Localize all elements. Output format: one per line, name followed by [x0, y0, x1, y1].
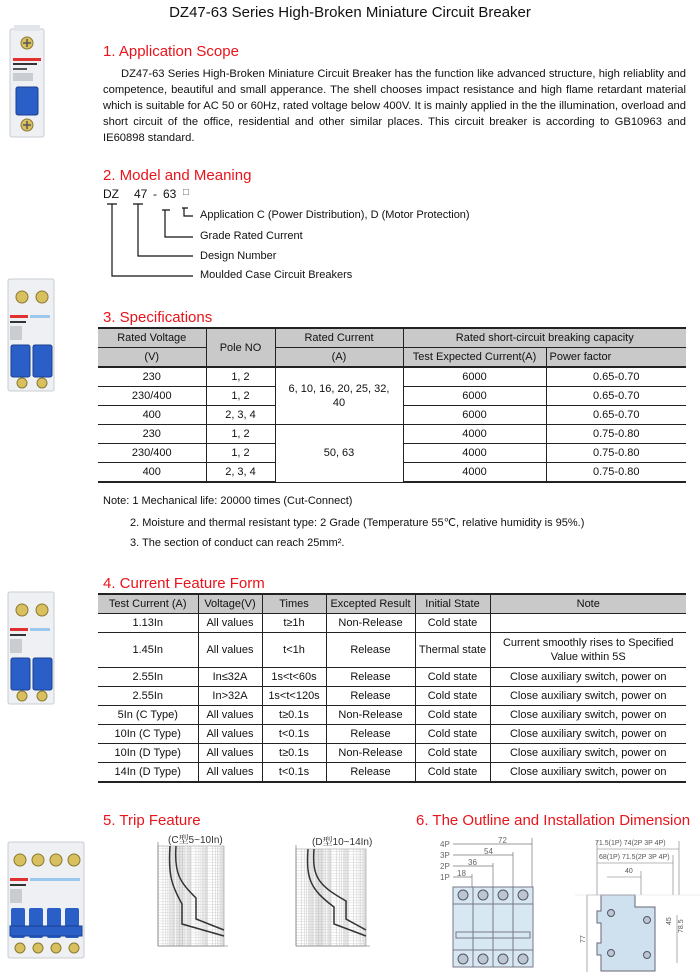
cell-power-factor: 0.65-0.70 [546, 406, 686, 425]
cell-power-factor: 0.75-0.80 [546, 444, 686, 463]
cell-test-current: 14In (D Type) [98, 763, 198, 783]
dim-78-5: 78.5 [678, 919, 685, 933]
cell-note: Close auxiliary switch, power on [490, 687, 686, 706]
cell-times: t<0.1s [262, 763, 326, 783]
dim-width-72: 72 [498, 836, 507, 845]
note-1: Note: 1 Mechanical life: 20000 times (Cut-Connect) [103, 495, 353, 507]
pole-label-4p: 4P [440, 840, 450, 849]
cell-times: t<1h [262, 633, 326, 668]
cell-test-current: 5In (C Type) [98, 706, 198, 725]
outline-side-view [575, 835, 700, 972]
cell-test-current: 2.55In [98, 668, 198, 687]
cell-expected-result: Non-Release [326, 614, 415, 633]
header-note: Note [490, 594, 686, 614]
model-diagram-lines [100, 200, 205, 282]
model-label-design-number: Design Number [200, 250, 277, 262]
cell-note: Close auxiliary switch, power on [490, 744, 686, 763]
table-row [98, 614, 686, 633]
table-row [98, 744, 686, 763]
cell-poles: 2, 3, 4 [206, 463, 275, 483]
model-code-part-47: 47 [134, 187, 148, 201]
cell-note [490, 614, 686, 633]
application-scope-paragraph [103, 66, 686, 146]
model-label-application: Application C (Power Distribution), D (Motor Protection) [200, 209, 470, 221]
header-power-factor: Power factor [546, 348, 686, 368]
note-3: 3. The section of conduct can reach 25mm². [130, 537, 345, 549]
cell-expected-result: Release [326, 763, 415, 783]
breaker-2p-image [6, 275, 58, 395]
cell-test-current: 10In (C Type) [98, 725, 198, 744]
application-scope-text: DZ47-63 Series High-Broken Miniature Circuit Breaker has the function like advanced structure, high reliablity and competence, beautiful and small apperance. The shell chooses impact resistance and high flame retardant material which is suitable for AC 50 or 60Hz, rated voltage below 400V. It is mainly applied in the the illumination, overload and short circuit of the office, residential and other similar places. This circuit breaker is according to GB10963 and IE60898 standard. [103, 68, 686, 144]
trip-chart-c-title: (C型5~10In) [168, 835, 223, 846]
header-rated-current: Rated Current [275, 328, 403, 348]
cell-voltage: All values [198, 763, 262, 783]
breaker-1p-image [8, 25, 48, 140]
cell-times: t<0.1s [262, 725, 326, 744]
pole-label-3p: 3P [440, 851, 450, 860]
cell-expected-result: Release [326, 668, 415, 687]
header-times: Times [262, 594, 326, 614]
cell-power-factor: 0.75-0.80 [546, 463, 686, 483]
cell-times: t≥1h [262, 614, 326, 633]
cell-initial-state: Thermal state [415, 633, 490, 668]
cell-initial-state: Cold state [415, 687, 490, 706]
cell-voltage: All values [198, 633, 262, 668]
cell-initial-state: Cold state [415, 744, 490, 763]
cell-test-current: 1.45In [98, 633, 198, 668]
model-code-part-dz: DZ [103, 187, 119, 201]
dim-depth-top-2: 68(1P) 71.5(2P 3P 4P) [599, 854, 670, 861]
model-code-dash: - [153, 187, 157, 201]
header-rated-current-unit: (A) [275, 348, 403, 368]
table-row [98, 633, 686, 668]
model-label-grade-current: Grade Rated Current [200, 230, 303, 242]
cell-test-current: 1.13In [98, 614, 198, 633]
cell-poles: 1, 2 [206, 367, 275, 387]
cell-voltage: All values [198, 725, 262, 744]
cell-initial-state: Cold state [415, 763, 490, 783]
table-row [98, 425, 686, 444]
trip-chart-d-title: (D型10~14In) [312, 837, 373, 848]
breaker-4p-image [6, 838, 86, 963]
cell-note: Close auxiliary switch, power on [490, 725, 686, 744]
cell-test-current: 4000 [403, 463, 546, 483]
cell-power-factor: 0.65-0.70 [546, 387, 686, 406]
trip-curve-c-chart [148, 840, 232, 958]
cell-initial-state: Cold state [415, 725, 490, 744]
page-title: DZ47-63 Series High-Broken Miniature Circuit Breaker [169, 4, 531, 21]
cell-test-current: 6000 [403, 387, 546, 406]
cell-expected-result: Release [326, 687, 415, 706]
cell-test-current: 4000 [403, 444, 546, 463]
cell-times: 1s<t<60s [262, 668, 326, 687]
cell-note: Close auxiliary switch, power on [490, 706, 686, 725]
current-feature-table [98, 593, 686, 783]
cell-poles: 2, 3, 4 [206, 406, 275, 425]
trip-curve-d-chart [286, 843, 374, 958]
cell-times: t≥0.1s [262, 744, 326, 763]
header-expected-result: Excepted Result [326, 594, 415, 614]
section-heading-current-feature: 4. Current Feature Form [103, 575, 265, 592]
model-code-placeholder: □ [183, 187, 190, 198]
dim-45: 45 [666, 917, 673, 925]
table-row [98, 668, 686, 687]
cell-poles: 1, 2 [206, 444, 275, 463]
cell-expected-result: Release [326, 633, 415, 668]
model-label-moulded-case: Moulded Case Circuit Breakers [200, 269, 353, 281]
cell-poles: 1, 2 [206, 387, 275, 406]
cell-test-current: 10In (D Type) [98, 744, 198, 763]
header-pole-no: Pole NO [206, 328, 275, 367]
cell-expected-result: Non-Release [326, 706, 415, 725]
spec-header-row-1 [98, 328, 686, 348]
header-test-current: Test Current (A) [98, 594, 198, 614]
cell-times: 1s<t<120s [262, 687, 326, 706]
cell-test-current: 6000 [403, 367, 546, 387]
section-heading-application-scope: 1. Application Scope [103, 43, 239, 60]
cell-rated-current: 50, 63 [275, 425, 403, 483]
cell-voltage: 230/400 [98, 387, 206, 406]
specifications-table [98, 327, 686, 483]
cell-note: Current smoothly rises to Specified Value within 5S [490, 633, 686, 668]
section-heading-outline-dimension: 6. The Outline and Installation Dimension [416, 812, 691, 829]
cell-voltage: 400 [98, 406, 206, 425]
table-row [98, 367, 686, 387]
cell-initial-state: Cold state [415, 668, 490, 687]
cell-initial-state: Cold state [415, 614, 490, 633]
header-voltage: Voltage(V) [198, 594, 262, 614]
cell-power-factor: 0.75-0.80 [546, 425, 686, 444]
header-test-current: Test Expected Current(A) [403, 348, 546, 368]
section-heading-model-meaning: 2. Model and Meaning [103, 167, 252, 184]
dim-depth-top-1: 71.5(1P) 74(2P 3P 4P) [595, 840, 666, 847]
dim-width-36: 36 [468, 858, 477, 867]
model-code-part-63: 63 [163, 187, 177, 201]
cell-test-current: 2.55In [98, 687, 198, 706]
cell-voltage: In≤32A [198, 668, 262, 687]
pole-label-1p: 1P [440, 873, 450, 882]
outline-front-view [440, 832, 550, 972]
cell-test-current: 4000 [403, 425, 546, 444]
cell-initial-state: Cold state [415, 706, 490, 725]
section-heading-specifications: 3. Specifications [103, 309, 213, 326]
dim-height-77: 77 [580, 935, 587, 943]
dim-width-54: 54 [484, 847, 493, 856]
cell-voltage: 230 [98, 367, 206, 387]
table-row [98, 687, 686, 706]
table-row [98, 763, 686, 783]
table-row [98, 706, 686, 725]
current-feature-header-row [98, 594, 686, 614]
cell-voltage: All values [198, 706, 262, 725]
header-breaking-capacity: Rated short-circuit breaking capacity [403, 328, 686, 348]
header-rated-voltage-unit: (V) [98, 348, 206, 368]
cell-poles: 1, 2 [206, 425, 275, 444]
cell-expected-result: Release [326, 725, 415, 744]
header-rated-voltage: Rated Voltage [98, 328, 206, 348]
pole-label-2p: 2P [440, 862, 450, 871]
cell-voltage: 230 [98, 425, 206, 444]
dim-40: 40 [625, 868, 633, 875]
note-2: 2. Moisture and thermal resistant type: 2 Grade (Temperature 55℃, relative humidity is 95%.) [130, 517, 585, 529]
breaker-2p-image-2 [6, 588, 58, 708]
spec-header-row-2 [98, 348, 686, 368]
cell-power-factor: 0.65-0.70 [546, 367, 686, 387]
cell-expected-result: Non-Release [326, 744, 415, 763]
table-row [98, 725, 686, 744]
cell-voltage: 400 [98, 463, 206, 483]
cell-times: t≥0.1s [262, 706, 326, 725]
cell-note: Close auxiliary switch, power on [490, 763, 686, 783]
header-initial-state: Initial State [415, 594, 490, 614]
cell-test-current: 6000 [403, 406, 546, 425]
cell-voltage: In>32A [198, 687, 262, 706]
cell-voltage: All values [198, 744, 262, 763]
cell-note: Close auxiliary switch, power on [490, 668, 686, 687]
section-heading-trip-feature: 5. Trip Feature [103, 812, 201, 829]
dim-width-18: 18 [457, 869, 466, 878]
cell-rated-current: 6, 10, 16, 20, 25, 32, 40 [275, 367, 403, 425]
cell-voltage: All values [198, 614, 262, 633]
cell-voltage: 230/400 [98, 444, 206, 463]
